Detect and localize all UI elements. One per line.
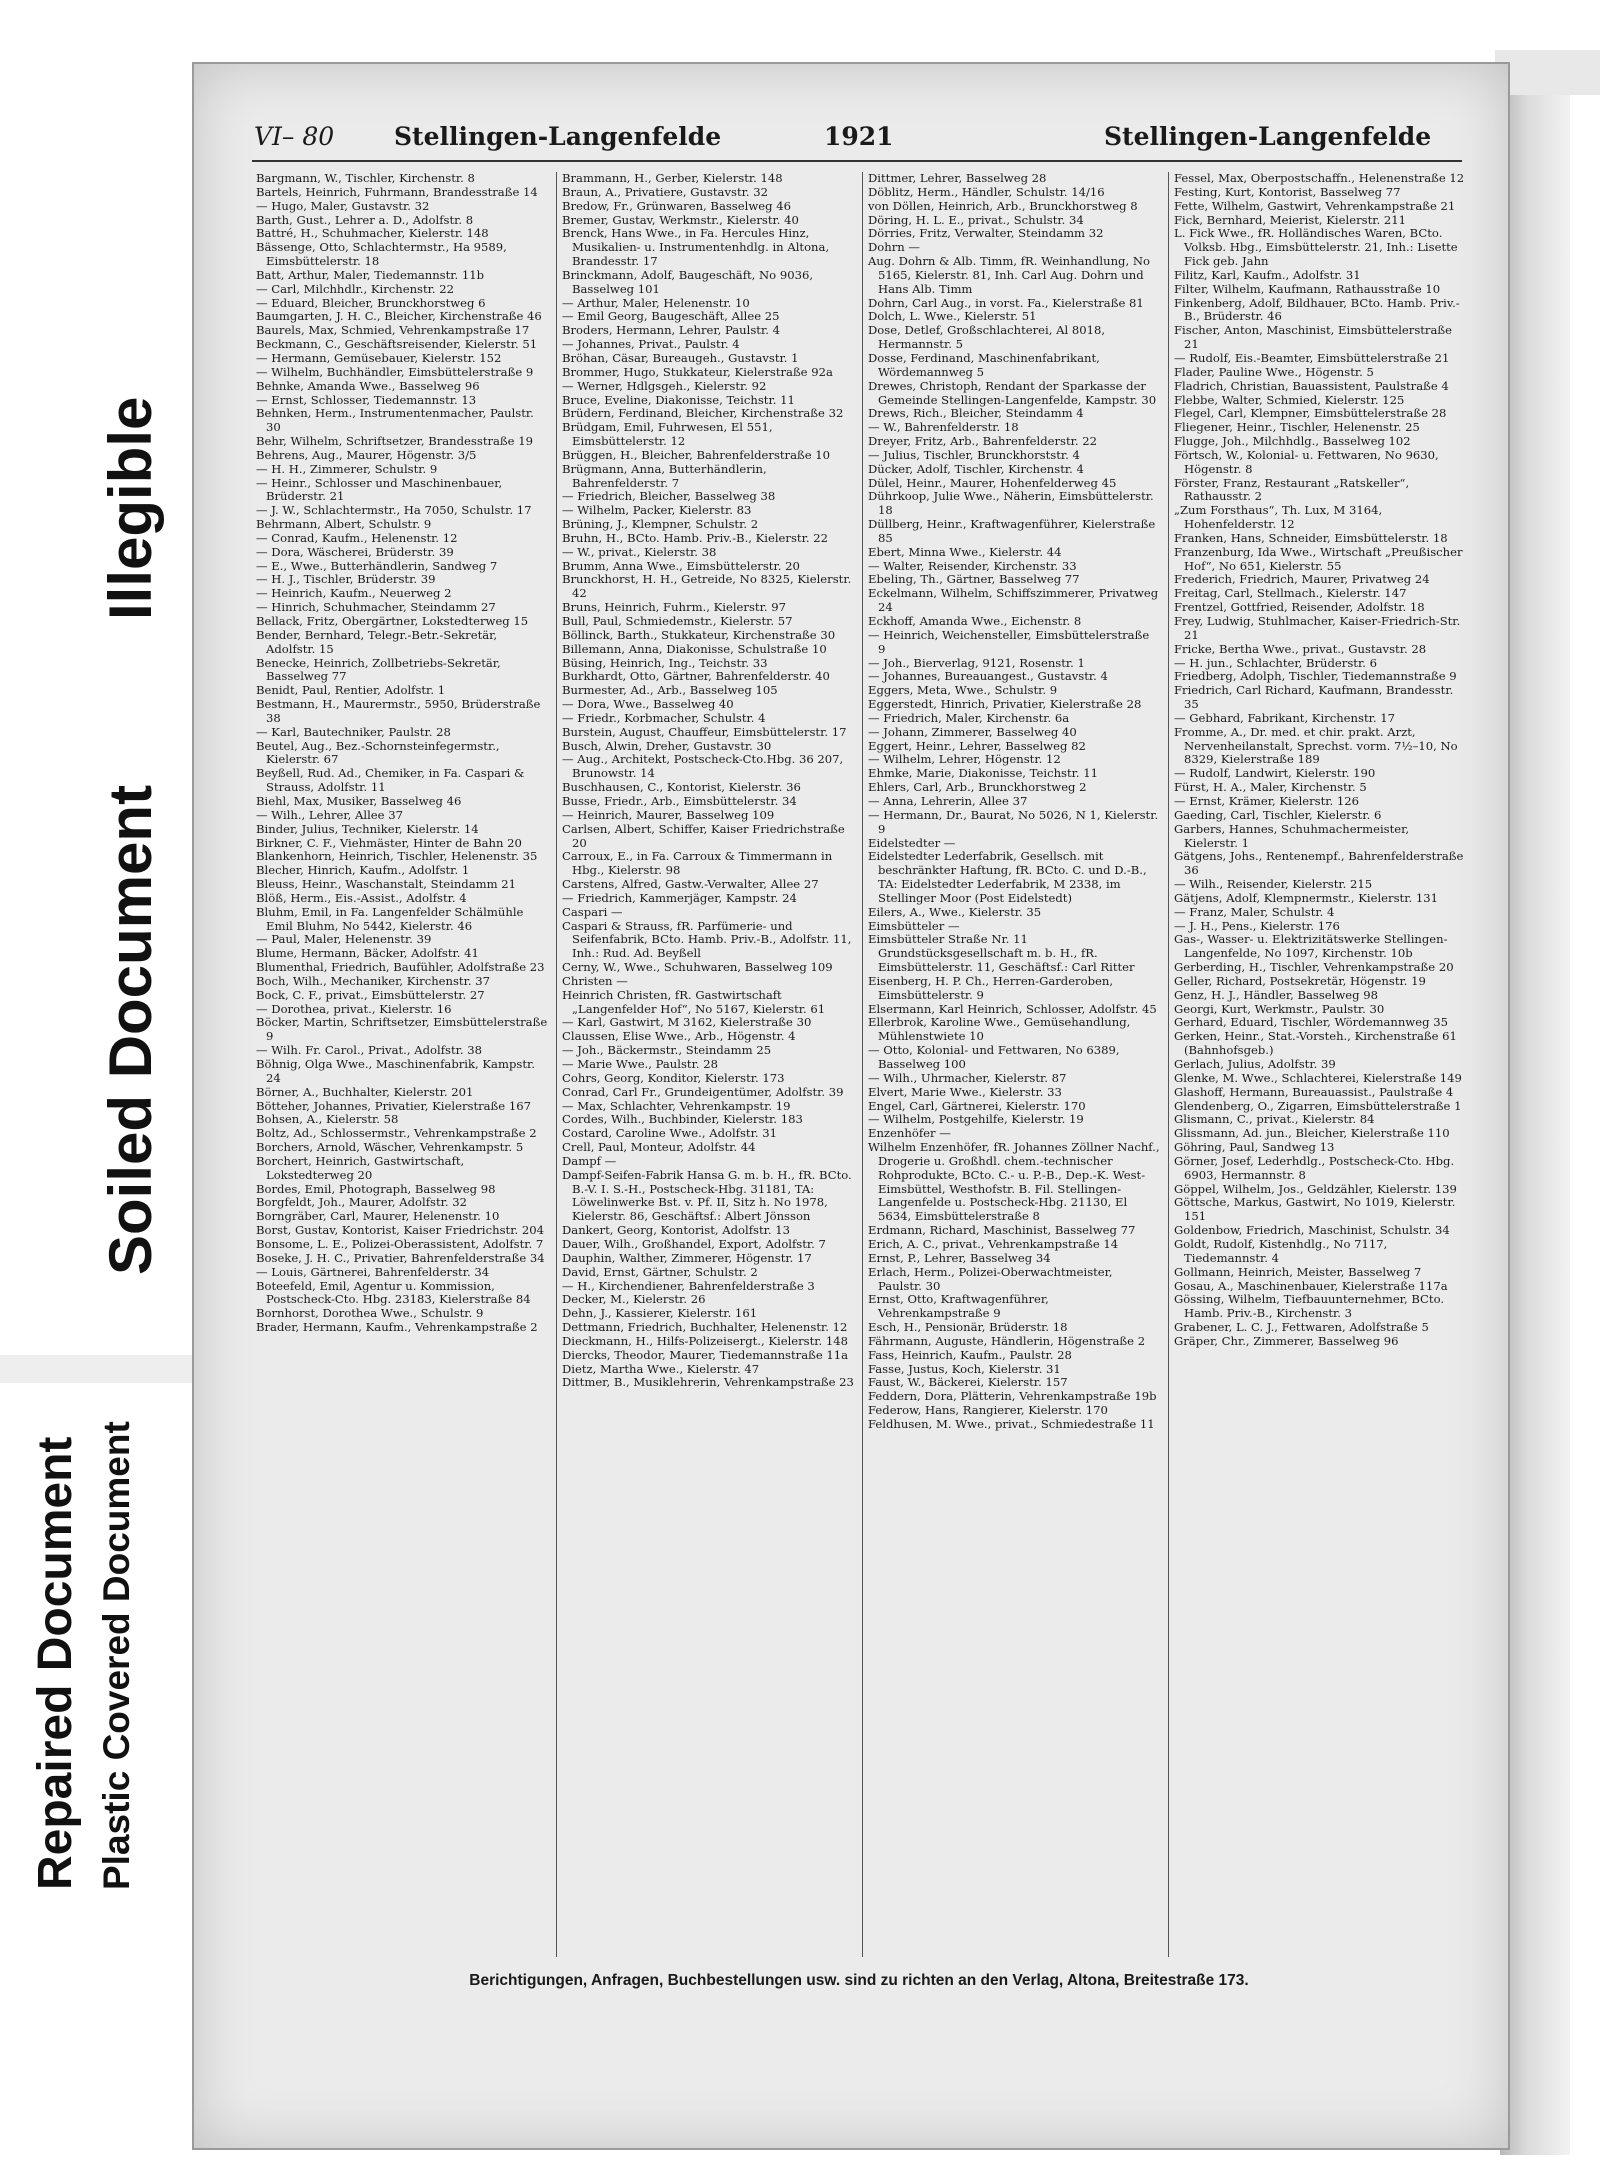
directory-entry: — Rudolf, Eis.-Beamter, Eimsbüttelerstraße 21 (1174, 350, 1450, 365)
directory-entry: Heinrich Christen, fR. Gastwirtschaft „Langenfelder Hof“, No 5167, Kielerstr. 61 (562, 987, 826, 1016)
repaired-document-label: Repaired Document (29, 1436, 82, 1890)
directory-entry: Baurels, Max, Schmied, Vehrenkampstraße 17 (256, 323, 530, 338)
directory-entry: Borst, Gustav, Kontorist, Kaiser Friedrichstr. 204 (256, 1223, 544, 1238)
directory-entry: Festing, Kurt, Kontorist, Basselweg 77 (1174, 184, 1401, 199)
directory-entry: — Johannes, Bureauangest., Gustavstr. 4 (868, 669, 1108, 684)
directory-entry: Binder, Julius, Techniker, Kielerstr. 14 (256, 821, 479, 836)
directory-entry: Cerny, W., Wwe., Schuhwaren, Basselweg 109 (562, 960, 833, 975)
directory-entry: Behnken, Herm., Instrumentenmacher, Paulstr. 30 (256, 406, 534, 435)
directory-entry: — Karl, Bautechniker, Paulstr. 28 (256, 724, 451, 739)
directory-entry: Erlach, Herm., Polizei-Oberwachtmeister, Paulstr. 30 (868, 1264, 1113, 1293)
directory-entry: Caspari & Strauss, fR. Parfümerie- und Seifenfabrik, BCto. Hamb. Priv.-B., Adolfstr. 11, Inh.: Rud. Ad. Beyßell (562, 918, 852, 961)
directory-entry: Ehlers, Carl, Arb., Brunckhorstweg 2 (868, 780, 1087, 795)
directory-entry: Förster, Franz, Restaurant „Ratskeller“, Rathausstr. 2 (1174, 475, 1410, 504)
directory-entry: — Wilh., Lehrer, Allee 37 (256, 807, 403, 822)
directory-entry: — Wilhelm, Postgehilfe, Kielerstr. 19 (868, 1112, 1084, 1127)
directory-entry: Bluhm, Emil, in Fa. Langenfelder Schälmühle Emil Bluhm, No 5442, Kielerstr. 46 (256, 904, 524, 933)
directory-entry: Borngräber, Carl, Maurer, Helenenstr. 10 (256, 1209, 500, 1224)
directory-entry: Eimsbütteler — (868, 918, 960, 933)
directory-entry: Franken, Hans, Schneider, Eimsbüttelerstr. 18 (1174, 530, 1448, 545)
directory-entry: Friedberg, Adolph, Tischler, Tiedemannstraße 9 (1174, 669, 1457, 684)
directory-entry: — Max, Schlachter, Vehrenkampstr. 19 (562, 1098, 791, 1113)
directory-entry: Bornhorst, Dorothea Wwe., Schulstr. 9 (256, 1306, 484, 1321)
directory-entry: — Friedr., Korbmacher, Schulstr. 4 (562, 710, 766, 725)
directory-entry: Blankenhorn, Heinrich, Tischler, Helenenstr. 35 (256, 849, 538, 864)
directory-entry: Feddern, Dora, Plätterin, Vehrenkampstraße 19b (868, 1389, 1157, 1404)
directory-column-2 (562, 172, 854, 1957)
directory-entry: Förtsch, W., Kolonial- u. Fettwaren, No 9630, Högenstr. 8 (1174, 447, 1439, 476)
directory-entry: „Zum Forsthaus“, Th. Lux, M 3164, Hohenfelderstr. 12 (1174, 503, 1383, 532)
directory-entry: Gätgens, Johs., Rentenempf., Bahrenfelderstraße 36 (1174, 849, 1464, 878)
directory-entry: — Gebhard, Fabrikant, Kirchenstr. 17 (1174, 710, 1396, 725)
directory-entry: Garbers, Hannes, Schuhmachermeister, Kielerstr. 1 (1174, 821, 1410, 850)
directory-entry: Glissmann, Ad. jun., Bleicher, Kielerstraße 110 (1174, 1126, 1450, 1141)
directory-entry: Brammann, H., Gerber, Kielerstr. 148 (562, 172, 783, 185)
directory-entry: Dauer, Wilh., Großhandel, Export, Adolfstr. 7 (562, 1236, 826, 1251)
directory-entry: — Ernst, Schlosser, Tiedemannstr. 13 (256, 392, 477, 407)
directory-entry: — Wilh., Uhrmacher, Kielerstr. 87 (868, 1070, 1067, 1085)
directory-entry: Freitag, Carl, Stellmach., Kielerstr. 147 (1174, 586, 1407, 601)
directory-entry: Enzenhöfer — (868, 1126, 951, 1141)
directory-column-3 (868, 172, 1160, 1957)
directory-entry: Bohsen, A., Kielerstr. 58 (256, 1112, 399, 1127)
directory-entry: — Hinrich, Schuhmacher, Steindamm 27 (256, 600, 496, 615)
directory-entry: Eggers, Meta, Wwe., Schulstr. 9 (868, 683, 1058, 698)
directory-entry: Eimsbütteler Straße Nr. 11 Grundstücksgesellschaft m. b. H., fR. Eimsbüttelerstr. 11, Geschäftsf.: Carl Ritter (868, 932, 1135, 975)
directory-entry: Buschhausen, C., Kontorist, Kielerstr. 36 (562, 780, 801, 795)
page-footer: Berichtigungen, Anfragen, Buchbestellungen usw. sind zu richten an den Verlag, Altona, Breitestraße 173. (469, 1972, 1249, 1989)
directory-entry: Dücker, Adolf, Tischler, Kirchenstr. 4 (868, 461, 1084, 476)
column-divider (1168, 172, 1169, 1957)
directory-entry: Frey, Ludwig, Stuhlmacher, Kaiser-Friedrich-Str. 21 (1174, 614, 1461, 642)
directory-entry: Diercks, Theodor, Maurer, Tiedemannstraße 11a (562, 1347, 849, 1362)
directory-entry: Behrens, Aug., Maurer, Högenstr. 3/5 (256, 447, 477, 462)
directory-entry: — Hermann, Gemüsebauer, Kielerstr. 152 (256, 350, 502, 365)
directory-entry: Gössing, Wilhelm, Tiefbauunternehmer, BCto. Hamb. Priv.-B., Kirchenstr. 3 (1174, 1292, 1445, 1321)
directory-entry: Ernst, P., Lehrer, Basselweg 34 (868, 1250, 1051, 1265)
directory-entry: Bröhan, Cäsar, Bureaugeh., Gustavstr. 1 (562, 350, 799, 365)
directory-entry: Böhnig, Olga Wwe., Maschinenfabrik, Kampstr. 24 (256, 1057, 535, 1085)
directory-entry: Böcker, Martin, Schriftsetzer, Eimsbüttelerstraße 9 (256, 1015, 548, 1044)
directory-entry: — Julius, Tischler, Brunckhorststr. 4 (868, 447, 1080, 462)
directory-entry: Carstens, Alfred, Gastw.-Verwalter, Allee 27 (562, 877, 819, 892)
directory-entry: Fick, Bernhard, Meierist, Kielerstr. 211 (1174, 212, 1406, 227)
directory-entry: David, Ernst, Gärtner, Schulstr. 2 (562, 1264, 758, 1279)
directory-entry: — Dora, Wwe., Basselweg 40 (562, 697, 734, 712)
directory-entry: — Wilhelm, Buchhändler, Eimsbüttelerstraße 9 (256, 364, 534, 379)
directory-entry: Dankert, Georg, Kontorist, Adolfstr. 13 (562, 1223, 791, 1238)
directory-entry: Flegel, Carl, Klempner, Eimsbüttelerstraße 28 (1174, 406, 1447, 421)
directory-entry: Dehn, J., Kassierer, Kielerstr. 161 (562, 1306, 758, 1321)
directory-entry: Wilhelm Enzenhöfer, fR. Johannes Zöllner Nachf., Drogerie u. Großhdl. chem.-technischer Rohprodukte, BCto. C.- u. P.-B., Dep.-K. West-Eimsbüttel, Westhofstr. B. Fil. Stellingen-Langenfelde u. Postscheck-Hbg. 21130, El 5634, Eimsbüttelerstraße 8 (868, 1140, 1160, 1224)
directory-entry: Bruhn, H., BCto. Hamb. Priv.-B., Kielerstr. 22 (562, 530, 828, 545)
directory-entry: Barth, Gust., Lehrer a. D., Adolfstr. 8 (256, 212, 474, 227)
directory-entry: Bruce, Eveline, Diakonisse, Teichstr. 11 (562, 392, 795, 407)
directory-entry: Fürst, H. A., Maler, Kirchenstr. 5 (1174, 780, 1367, 795)
directory-entry: — Marie Wwe., Paulstr. 28 (562, 1057, 718, 1071)
directory-entry: Aug. Dohrn & Alb. Timm, fR. Weinhandlung, No 5165, Kielerstr. 81, Inh. Carl Aug. Dohrn und Hans Alb. Timm (868, 254, 1150, 296)
directory-entry: Fährmann, Auguste, Händlerin, Högenstraße 2 (868, 1333, 1146, 1348)
directory-entry: Fromme, A., Dr. med. et chir. prakt. Arzt, Nervenheilanstalt, Sprechst. vorm. 7½–10, No 8329, Kielerstraße 189 (1174, 724, 1458, 767)
directory-entry: — Werner, Hdlgsgeh., Kielerstr. 92 (562, 378, 767, 393)
directory-entry: — Aug., Architekt, Postscheck-Cto.Hbg. 36 207, Brunowstr. 14 (562, 752, 844, 781)
header-rule (252, 160, 1462, 162)
directory-entry: Brumm, Anna Wwe., Eimsbüttelerstr. 20 (562, 558, 800, 573)
directory-entry: Fricke, Bertha Wwe., privat., Gustavstr. 28 (1174, 641, 1427, 656)
directory-entry: — H. H., Zimmerer, Schulstr. 9 (256, 461, 438, 476)
directory-entry: Glashoff, Hermann, Bureauassist., Paulstraße 4 (1174, 1084, 1454, 1099)
directory-entry: — Heinrich, Maurer, Basselweg 109 (562, 807, 775, 822)
directory-entry: — Friedrich, Bleicher, Basselweg 38 (562, 489, 776, 504)
directory-entry: Flebbe, Walter, Schmied, Kielerstr. 125 (1174, 392, 1405, 407)
directory-entry: Frentzel, Gottfried, Reisender, Adolfstr. 18 (1174, 600, 1425, 615)
directory-entry: Bordes, Emil, Photograph, Basselweg 98 (256, 1181, 496, 1196)
directory-entry: Eckhoff, Amanda Wwe., Eichenstr. 8 (868, 614, 1082, 628)
directory-entry: Brader, Hermann, Kaufm., Vehrenkampstraße 2 (256, 1320, 538, 1335)
directory-entry: Bremer, Gustav, Werkmstr., Kielerstr. 40 (562, 212, 799, 227)
directory-entry: Burkhardt, Otto, Gärtner, Bahrenfelderstr. 40 (562, 669, 830, 684)
directory-entry: Carlsen, Albert, Schiffer, Kaiser Friedrichstraße 20 (562, 821, 845, 850)
directory-entry: Bonsome, L. E., Polizei-Oberassistent, Adolfstr. 7 (256, 1236, 544, 1251)
directory-entry: Gerhard, Eduard, Tischler, Wördemannweg 35 (1174, 1015, 1448, 1030)
directory-entry: Brüdern, Ferdinand, Bleicher, Kirchenstraße 32 (562, 406, 844, 421)
illegible-label: Illegible (97, 396, 164, 620)
directory-entry: Dittmer, Lehrer, Basselweg 28 (868, 172, 1047, 185)
directory-entry: Gerken, Heinr., Stat.-Vorsteh., Kirchenstraße 61 (Bahnhofsgeb.) (1174, 1029, 1457, 1058)
directory-entry: Borchert, Heinrich, Gastwirtschaft, Lokstedterweg 20 (256, 1153, 465, 1182)
directory-entry: Georgi, Kurt, Werkmstr., Paulstr. 30 (1174, 1001, 1385, 1016)
directory-entry: Brüdgam, Emil, Fuhrwesen, El 551, Eimsbüttelerstr. 12 (562, 420, 773, 449)
directory-entry: Eidelstedter Lederfabrik, Gesellsch. mit beschränkter Haftung, fR. BCto. C. und D.-B., TA: Eidelstedter Lederfabrik, M 2338, im Stellinger Moor (Post Eidelstedt) (868, 849, 1147, 905)
directory-entry: von Döllen, Heinrich, Arb., Brunckhorstweg 8 (868, 198, 1138, 213)
directory-entry: — H., Kirchendiener, Bahrenfelderstraße 3 (562, 1278, 815, 1293)
header-right-title: Stellingen-Langenfelde (1104, 122, 1432, 151)
directory-entry: — Carl, Milchhdlr., Kirchenstr. 22 (256, 281, 455, 296)
directory-entry: Gosau, A., Maschinenbauer, Kielerstraße 117a (1174, 1278, 1448, 1293)
directory-entry: — Walter, Reisender, Kirchenstr. 33 (868, 558, 1077, 573)
directory-entry: Brüggen, H., Bleicher, Bahrenfelderstraße 10 (562, 447, 831, 462)
directory-entry: Flugge, Joh., Milchhdlg., Basselweg 102 (1174, 434, 1411, 449)
directory-entry: Görner, Josef, Lederhdlg., Postscheck-Cto. Hbg. 6903, Hermannstr. 8 (1174, 1153, 1455, 1182)
directory-entry: Bender, Bernhard, Telegr.-Betr.-Sekretär, Adolfstr. 15 (256, 627, 498, 656)
directory-entry: Büsing, Heinrich, Ing., Teichstr. 33 (562, 655, 768, 670)
directory-entry: Ehmke, Marie, Diakonisse, Teichstr. 11 (868, 766, 1099, 781)
directory-entry: Bötteher, Johannes, Privatier, Kielerstraße 167 (256, 1098, 531, 1113)
directory-entry: — Louis, Gärtnerei, Bahrenfelderstr. 34 (256, 1264, 490, 1279)
plastic-covered-document-label: Plastic Covered Document (96, 1421, 137, 1890)
directory-entry: Conrad, Carl Fr., Grundeigentümer, Adolfstr. 39 (562, 1084, 844, 1099)
directory-entry: Ernst, Otto, Kraftwagenführer, Vehrenkampstraße 9 (868, 1292, 1049, 1321)
directory-entry: Glendenberg, O., Zigarren, Eimsbüttelerstraße 1 (1174, 1098, 1462, 1113)
directory-entry: Gerlach, Julius, Adolfstr. 39 (1174, 1057, 1336, 1071)
header-year: 1921 (824, 122, 894, 151)
directory-entry: L. Fick Wwe., fR. Holländisches Waren, BCto. Volksb. Hbg., Eimsbüttelerstr. 21, Inh.: Lisette Fick geb. Jahn (1174, 226, 1458, 269)
directory-entry: Eilers, A., Wwe., Kielerstr. 35 (868, 904, 1042, 919)
directory-entry: Göhring, Paul, Sandweg 13 (1174, 1140, 1335, 1155)
directory-entry: Fladrich, Christian, Bauassistent, Paulstraße 4 (1174, 378, 1449, 393)
directory-entry: Behr, Wilhelm, Schriftsetzer, Brandesstraße 19 (256, 434, 533, 449)
directory-entry: — Dorothea, privat., Kielerstr. 16 (256, 1001, 452, 1016)
directory-entry: Burmester, Ad., Arb., Basselweg 105 (562, 683, 778, 698)
directory-entry: Dauphin, Walther, Zimmerer, Högenstr. 17 (562, 1250, 812, 1265)
directory-entry: Dohrn, Carl Aug., in vorst. Fa., Kielerstraße 81 (868, 295, 1144, 310)
directory-entry: Ebert, Minna Wwe., Kielerstr. 44 (868, 544, 1062, 559)
directory-entry: Gräper, Chr., Zimmerer, Basselweg 96 (1174, 1333, 1399, 1348)
directory-entry: Frederich, Friedrich, Maurer, Privatweg 24 (1174, 572, 1430, 587)
directory-entry: Eggerstedt, Hinrich, Privatier, Kielerstraße 28 (868, 697, 1142, 712)
directory-entry: Battré, H., Schuhmacher, Kielerstr. 148 (256, 226, 489, 241)
directory-entry: Dose, Detlef, Großschlachterei, Al 8018, Hermannstr. 5 (868, 323, 1106, 352)
page-header (254, 122, 1454, 158)
directory-entry: Finkenberg, Adolf, Bildhauer, BCto. Hamb. Priv.-B., Brüderstr. 46 (1174, 295, 1460, 324)
directory-entry: Bestmann, H., Maurermstr., 5950, Brüderstraße 38 (256, 697, 541, 725)
directory-entry: Behnke, Amanda Wwe., Basselweg 96 (256, 378, 480, 393)
directory-entry: Börner, A., Buchhalter, Kielerstr. 201 (256, 1084, 474, 1099)
directory-entry: Biehl, Max, Musiker, Basselweg 46 (256, 793, 462, 808)
directory-entry: Blume, Hermann, Bäcker, Adolfstr. 41 (256, 946, 479, 961)
directory-entry: Böllinck, Barth., Stukkateur, Kirchenstraße 30 (562, 627, 836, 642)
scanned-directory-page (192, 62, 1510, 2150)
directory-entry: Eisenberg, H. P. Ch., Herren-Garderoben, Eimsbüttelerstr. 9 (868, 973, 1114, 1002)
directory-entry: — Friedrich, Kammerjäger, Kampstr. 24 (562, 890, 797, 905)
directory-entry: Birkner, C. F., Viehmäster, Hinter de Bahn 20 (256, 835, 522, 850)
directory-entry: — E., Wwe., Butterhändlerin, Sandweg 7 (256, 558, 498, 573)
directory-entry: Döring, H. L. E., privat., Schulstr. 34 (868, 212, 1084, 227)
directory-entry: Caspari — (562, 904, 623, 919)
directory-entry: — Wilh. Fr. Carol., Privat., Adolfstr. 38 (256, 1043, 482, 1058)
directory-column-1 (256, 172, 548, 1957)
directory-entry: Benecke, Heinrich, Zollbetriebs-Sekretär, Basselweg 77 (256, 655, 501, 684)
soiled-document-label: Soiled Document (97, 784, 164, 1275)
directory-entry: — Johannes, Privat., Paulstr. 4 (562, 337, 740, 352)
directory-entry: Eggert, Heinr., Lehrer, Basselweg 82 (868, 738, 1086, 753)
directory-entry: Cohrs, Georg, Konditor, Kielerstr. 173 (562, 1070, 785, 1085)
directory-entry: — Eduard, Bleicher, Brunckhorstweg 6 (256, 295, 486, 310)
directory-entry: Bellack, Fritz, Obergärtner, Lokstedterweg 15 (256, 614, 529, 628)
directory-entry: Dampf-Seifen-Fabrik Hansa G. m. b. H., fR. BCto. B.-V. I. S.-H., Postscheck-Hbg. 31181, TA: Löwelinwerke Bst. v. Pf. II, Sitz h. No 1978, Kielerstr. 86, Geschäftsf.: Albert Jönsson (562, 1167, 852, 1224)
directory-entry: Filitz, Karl, Kaufm., Adolfstr. 31 (1174, 267, 1361, 282)
directory-entry: — Hugo, Maler, Gustavstr. 32 (256, 198, 430, 213)
directory-entry: Batt, Arthur, Maler, Tiedemannstr. 11b (256, 267, 485, 282)
directory-entry: Brunckhorst, H. H., Getreide, No 8325, Kielerstr. 42 (562, 572, 852, 601)
directory-entry: Dreyer, Fritz, Arb., Bahrenfelderstr. 22 (868, 434, 1098, 449)
directory-entry: Fasse, Justus, Koch, Kielerstr. 31 (868, 1361, 1061, 1376)
directory-entry: Faust, W., Bäckerei, Kielerstr. 157 (868, 1375, 1068, 1390)
directory-entry: Dolch, L. Wwe., Kielerstr. 51 (868, 309, 1037, 324)
directory-entry: — Johann, Zimmerer, Basselweg 40 (868, 724, 1077, 739)
directory-entry: — Joh., Bäckermstr., Steindamm 25 (562, 1043, 772, 1058)
directory-entry: — Hermann, Dr., Baurat, No 5026, N 1, Kielerstr. 9 (868, 807, 1159, 836)
directory-entry: — Paul, Maler, Helenenstr. 39 (256, 932, 432, 947)
directory-entry: Fessel, Max, Oberpostschaffn., Helenenstraße 12 (1174, 172, 1465, 185)
directory-entry: Blöß, Herm., Eis.-Assist., Adolfstr. 4 (256, 890, 467, 905)
directory-entry: Gollmann, Heinrich, Meister, Basselweg 7 (1174, 1264, 1422, 1279)
directory-entry: Brommer, Hugo, Stukkateur, Kielerstraße 92a (562, 364, 833, 379)
directory-entry: Geller, Richard, Postsekretär, Högenstr. 19 (1174, 973, 1426, 988)
directory-entry: Boch, Wilh., Mechaniker, Kirchenstr. 37 (256, 973, 490, 988)
directory-entry: Fliegener, Heinr., Tischler, Helenenstr. 25 (1174, 420, 1420, 435)
directory-entry: Gas-, Wasser- u. Elektrizitätswerke Stellingen-Langenfelde, No 1097, Kirchenstr. 10b (1174, 932, 1448, 961)
directory-entry: Dülel, Heinr., Maurer, Hohenfelderweg 45 (868, 475, 1117, 490)
directory-entry: — H. jun., Schlachter, Brüderstr. 6 (1174, 655, 1377, 670)
directory-entry: — Joh., Bierverlag, 9121, Rosenstr. 1 (868, 655, 1085, 670)
directory-entry: Brügmann, Anna, Butterhändlerin, Bahrenfelderstr. 7 (562, 461, 767, 490)
directory-entry: Billemann, Anna, Diakonisse, Schulstraße 10 (562, 641, 827, 656)
directory-entry: Bargmann, W., Tischler, Kirchenstr. 8 (256, 172, 475, 185)
directory-entry: — Conrad, Kaufm., Helenenstr. 12 (256, 530, 458, 545)
directory-entry: Boteefeld, Emil, Agentur u. Kommission, Postscheck-Cto. Hbg. 23183, Kielerstraße 84 (256, 1278, 531, 1307)
directory-entry: Drewes, Christoph, Rendant der Sparkasse der Gemeinde Stellingen-Langenfelde, Kampstr. 30 (868, 378, 1157, 407)
directory-entry: — Wilhelm, Lehrer, Högenstr. 12 (868, 752, 1061, 767)
directory-entry: — J. H., Pens., Kielerstr. 176 (1174, 918, 1340, 933)
directory-entry: Dörries, Fritz, Verwalter, Steindamm 32 (868, 226, 1104, 241)
directory-entry: Federow, Hans, Rangierer, Kielerstr. 170 (868, 1403, 1108, 1418)
directory-entry: Elvert, Marie Wwe., Kielerstr. 33 (868, 1084, 1062, 1099)
directory-entry: — Anna, Lehrerin, Allee 37 (868, 793, 1028, 808)
directory-entry: Burstein, August, Chauffeur, Eimsbüttelerstr. 17 (562, 724, 847, 739)
directory-entry: — Heinrich, Kaufm., Neuerweg 2 (256, 586, 452, 601)
directory-entry: Gerberding, H., Tischler, Vehrenkampstraße 20 (1174, 960, 1454, 975)
page-corner (1495, 50, 1600, 95)
directory-entry: Bartels, Heinrich, Fuhrmann, Brandesstraße 14 (256, 184, 538, 199)
directory-entry: Dohrn — (868, 240, 921, 255)
directory-entry: — Otto, Kolonial- und Fettwaren, No 6389, Basselweg 100 (868, 1043, 1120, 1071)
directory-entry: Benidt, Paul, Rentier, Adolfstr. 1 (256, 683, 446, 698)
directory-entry: Blecher, Hinrich, Kaufm., Adolfstr. 1 (256, 863, 470, 878)
directory-entry: Goldt, Rudolf, Kistenhdlg., No 7117, Tiedemannstr. 4 (1174, 1236, 1388, 1265)
directory-entry: Döblitz, Herm., Händler, Schulstr. 14/16 (868, 184, 1105, 199)
directory-entry: Busse, Friedr., Arb., Eimsbüttelerstr. 34 (562, 793, 797, 808)
directory-entry: Glenke, M. Wwe., Schlachterei, Kielerstraße 149 (1174, 1070, 1462, 1085)
directory-entry: Claussen, Elise Wwe., Arb., Högenstr. 4 (562, 1029, 796, 1044)
directory-entry: Crell, Paul, Monteur, Adolfstr. 44 (562, 1140, 756, 1155)
directory-entry: Carroux, E., in Fa. Carroux & Timmermann in Hbg., Kielerstr. 98 (562, 849, 833, 878)
directory-entry: Eckelmann, Wilhelm, Schiffszimmerer, Privatweg 24 (868, 586, 1159, 615)
directory-entry: Busch, Alwin, Dreher, Gustavstr. 30 (562, 738, 772, 753)
directory-entry: Brinckmann, Adolf, Baugeschäft, No 9036, Basselweg 101 (562, 267, 814, 296)
directory-entry: Dittmer, B., Musiklehrerin, Vehrenkampstraße 23 (562, 1375, 854, 1390)
directory-entry: Beyßell, Rud. Ad., Chemiker, in Fa. Caspari & Strauss, Adolfstr. 11 (256, 766, 525, 795)
directory-entry: — Franz, Maler, Schulstr. 4 (1174, 904, 1335, 919)
directory-entry: Erdmann, Richard, Maschinist, Basselweg 77 (868, 1223, 1136, 1238)
directory-entry: Beutel, Aug., Bez.-Schornsteinfegermstr., Kielerstr. 67 (256, 738, 500, 767)
directory-entry: Düllberg, Heinr., Kraftwagenführer, Kielerstraße 85 (868, 517, 1156, 545)
directory-entry: Baumgarten, J. H. C., Bleicher, Kirchenstraße 46 (256, 309, 542, 324)
directory-entry: Erich, A. C., privat., Vehrenkampstraße 14 (868, 1236, 1119, 1251)
directory-entry: Bull, Paul, Schmiedemstr., Kielerstr. 57 (562, 614, 793, 628)
mounting-slip (0, 1355, 195, 1383)
directory-entry: Beckmann, C., Geschäftsreisender, Kielerstr. 51 (256, 337, 538, 352)
directory-entry: Ebeling, Th., Gärtner, Basselweg 77 (868, 572, 1080, 587)
directory-entry: Boseke, J. H. C., Privatier, Bahrenfelderstraße 34 (256, 1250, 545, 1265)
column-divider (862, 172, 863, 1957)
directory-entry: Dettmann, Friedrich, Buchhalter, Helenenstr. 12 (562, 1320, 848, 1335)
directory-entry: Filter, Wilhelm, Kaufmann, Rathausstraße 10 (1174, 281, 1441, 296)
directory-entry: Fischer, Anton, Maschinist, Eimsbüttelerstraße 21 (1174, 323, 1452, 352)
directory-entry: — Heinr., Schlosser und Maschinenbauer, Brüderstr. 21 (256, 475, 503, 504)
page-number: VI– 80 (254, 122, 335, 151)
directory-entry: Broders, Hermann, Lehrer, Paulstr. 4 (562, 323, 780, 338)
directory-entry: Drews, Rich., Bleicher, Steindamm 4 (868, 406, 1084, 421)
directory-entry: Fass, Heinrich, Kaufm., Paulstr. 28 (868, 1347, 1072, 1362)
directory-column-4 (1174, 172, 1466, 1957)
directory-entry: Blumenthal, Friedrich, Baufühler, Adolfstraße 23 (256, 960, 545, 975)
directory-entry: Eidelstedter — (868, 835, 956, 850)
directory-entry: Friedrich, Carl Richard, Kaufmann, Brandesstr. 35 (1174, 683, 1454, 712)
directory-entry: Elsermann, Karl Heinrich, Schlosser, Adolfstr. 45 (868, 1001, 1157, 1016)
directory-entry: Grabener, L. C. J., Fettwaren, Adolfstraße 5 (1174, 1320, 1429, 1335)
directory-entry: — J. W., Schlachtermstr., Ha 7050, Schulstr. 17 (256, 503, 532, 518)
directory-entry: Cordes, Wilh., Buchbinder, Kielerstr. 183 (562, 1112, 803, 1127)
directory-entry: Göttsche, Markus, Gastwirt, No 1019, Kielerstr. 151 (1174, 1195, 1456, 1224)
directory-entry: Göppel, Wilhelm, Jos., Geldzähler, Kielerstr. 139 (1174, 1181, 1457, 1196)
directory-entry: Fette, Wilhelm, Gastwirt, Vehrenkampstraße 21 (1174, 198, 1456, 213)
directory-entry: Goldenbow, Friedrich, Maschinist, Schulstr. 34 (1174, 1223, 1450, 1238)
directory-entry: Dietz, Martha Wwe., Kielerstr. 47 (562, 1361, 760, 1376)
directory-entry: Esch, H., Pensionär, Brüderstr. 18 (868, 1320, 1068, 1335)
directory-entry: — Dora, Wäscherei, Brüderstr. 39 (256, 544, 454, 559)
directory-entry: Braun, A., Privatiere, Gustavstr. 32 (562, 184, 769, 199)
directory-entry: Bässenge, Otto, Schlachtermstr., Ha 9589, Eimsbüttelerstr. 18 (256, 240, 507, 269)
directory-entry: Dosse, Ferdinand, Maschinenfabrikant, Wördemannweg 5 (868, 350, 1100, 379)
directory-entry: — W., privat., Kielerstr. 38 (562, 544, 717, 559)
directory-entry: — Heinrich, Weichensteller, Eimsbüttelerstraße 9 (868, 627, 1150, 656)
directory-entry: Feldhusen, M. Wwe., privat., Schmiedestraße 11 (868, 1416, 1155, 1431)
directory-entry: — H. J., Tischler, Brüderstr. 39 (256, 572, 436, 587)
directory-entry: Flader, Pauline Wwe., Högenstr. 5 (1174, 364, 1374, 379)
directory-entry: Franzenburg, Ida Wwe., Wirtschaft „Preußischer Hof“, No 651, Kielerstr. 55 (1174, 544, 1463, 573)
directory-entry: — Karl, Gastwirt, M 3162, Kielerstraße 30 (562, 1015, 812, 1030)
column-divider (556, 172, 557, 1957)
directory-entry: Bleuss, Heinr., Waschanstalt, Steindamm 21 (256, 877, 517, 892)
directory-entry: Boltz, Ad., Schlossermstr., Vehrenkampstraße 2 (256, 1126, 537, 1141)
directory-entry: Bruns, Heinrich, Fuhrm., Kielerstr. 97 (562, 600, 786, 615)
directory-entry: — W., Bahrenfelderstr. 18 (868, 420, 1019, 435)
directory-entry: Christen — (562, 973, 628, 988)
directory-entry: Brenck, Hans Wwe., in Fa. Hercules Hinz, Musikalien- u. Instrumentenhdlg. in Altona, Brandesstr. 17 (562, 226, 830, 269)
directory-entry: Costard, Caroline Wwe., Adolfstr. 31 (562, 1126, 777, 1141)
page-edge-shadow (1500, 55, 1570, 2155)
directory-entry: — Wilhelm, Packer, Kielerstr. 83 (562, 503, 752, 518)
directory-entry: Glismann, C., privat., Kielerstr. 84 (1174, 1112, 1375, 1127)
directory-entry: Gaeding, Carl, Tischler, Kielerstr. 6 (1174, 807, 1382, 822)
directory-entry: — Arthur, Maler, Helenenstr. 10 (562, 295, 750, 310)
directory-entry: Dieckmann, H., Hilfs-Polizeisergt., Kielerstr. 148 (562, 1333, 849, 1348)
directory-entry: — Wilh., Reisender, Kielerstr. 215 (1174, 877, 1373, 892)
directory-entry: Decker, M., Kielerstr. 26 (562, 1292, 706, 1307)
directory-entry: Bredow, Fr., Grünwaren, Basselweg 46 (562, 198, 791, 213)
directory-entry: Borchers, Arnold, Wäscher, Vehrenkampstr. 5 (256, 1140, 524, 1155)
header-left-title: Stellingen-Langenfelde (394, 122, 722, 151)
directory-entry: Engel, Carl, Gärtnerei, Kielerstr. 170 (868, 1098, 1086, 1113)
directory-entry: Genz, H. J., Händler, Basselweg 98 (1174, 987, 1379, 1002)
directory-entry: Bock, C. F., privat., Eimsbüttelerstr. 27 (256, 987, 485, 1002)
directory-entry: — Friedrich, Maler, Kirchenstr. 6a (868, 710, 1070, 725)
directory-entry: Dührkoop, Julie Wwe., Näherin, Eimsbüttelerstr. 18 (868, 489, 1154, 518)
directory-entry: — Ernst, Krämer, Kielerstr. 126 (1174, 793, 1360, 808)
directory-entry: Dampf — (562, 1153, 617, 1168)
directory-entry: Borgfeldt, Joh., Maurer, Adolfstr. 32 (256, 1195, 467, 1210)
directory-entry: — Rudolf, Landwirt, Kielerstr. 190 (1174, 766, 1376, 781)
directory-entry: Behrmann, Albert, Schulstr. 9 (256, 517, 432, 532)
directory-entry: — Emil Georg, Baugeschäft, Allee 25 (562, 309, 780, 324)
directory-entry: Ellerbrok, Karoline Wwe., Gemüsehandlung, Mühlenstwiete 10 (868, 1015, 1131, 1044)
directory-entry: Brüning, J., Klempner, Schulstr. 2 (562, 517, 759, 532)
directory-entry: Gätjens, Adolf, Klempnermstr., Kielerstr. 131 (1174, 890, 1438, 905)
